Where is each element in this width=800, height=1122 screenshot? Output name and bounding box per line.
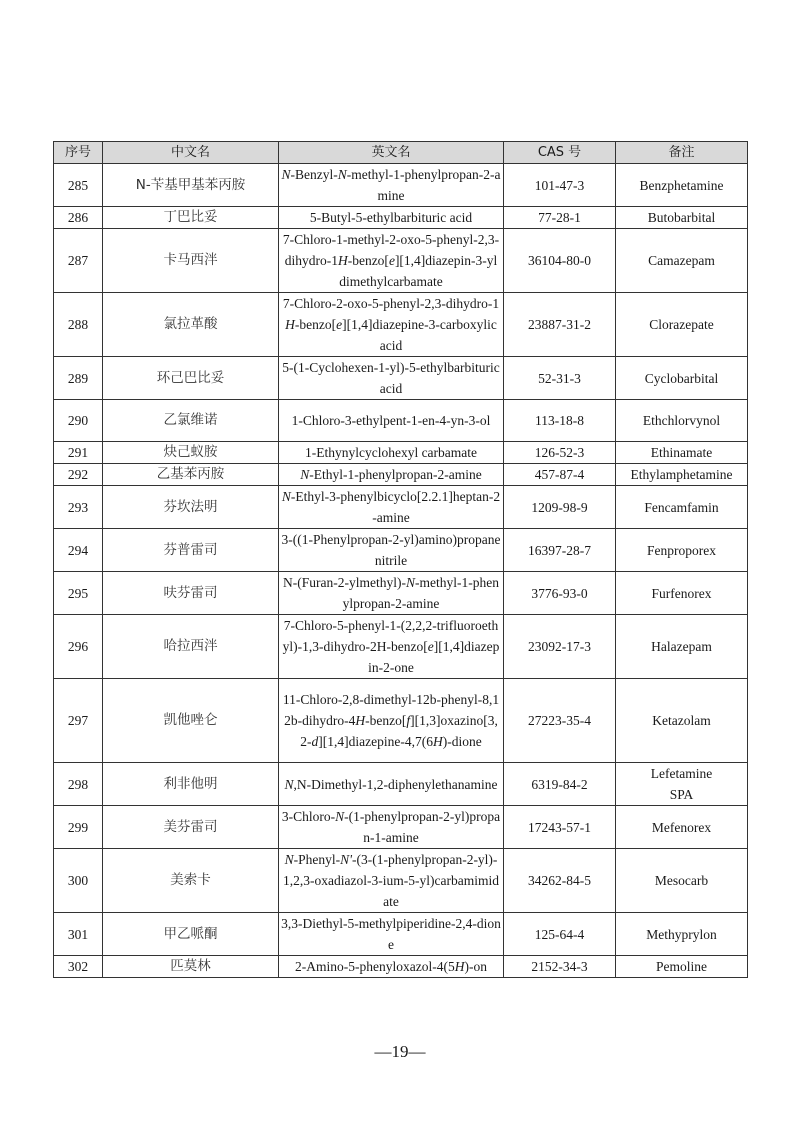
table-row xyxy=(54,357,748,400)
cell-cas: 52-31-3 xyxy=(504,357,616,400)
page-number: —19— xyxy=(374,1042,426,1061)
header-note: 备注 xyxy=(616,142,748,164)
cell-note: Methyprylon xyxy=(616,913,748,956)
cell-cas: 16397-28-7 xyxy=(504,529,616,572)
cell-english-name: 2-Amino-5-phenyloxazol-4(5H)-on xyxy=(279,956,504,978)
table-header-row xyxy=(54,142,748,164)
cell-no: 293 xyxy=(54,486,103,529)
table-row xyxy=(54,679,748,763)
cell-note: Mefenorex xyxy=(616,806,748,849)
cell-cas: 6319-84-2 xyxy=(504,763,616,806)
cell-cas: 27223-35-4 xyxy=(504,679,616,763)
cell-chinese-name: 呋芬雷司 xyxy=(103,572,279,615)
cell-chinese-name: 匹莫林 xyxy=(103,956,279,978)
cell-cas: 101-47-3 xyxy=(504,164,616,207)
cell-chinese-name: 乙氯维诺 xyxy=(103,400,279,442)
cell-note: Mesocarb xyxy=(616,849,748,913)
cell-english-name: 7-Chloro-2-oxo-5-phenyl-2,3-dihydro-1H-benzo[e][1,4]diazepine-3-carboxylic acid xyxy=(279,293,504,357)
cell-cas: 17243-57-1 xyxy=(504,806,616,849)
cell-chinese-name: 芬坎法明 xyxy=(103,486,279,529)
table-row xyxy=(54,529,748,572)
cell-chinese-name: 炔己蚁胺 xyxy=(103,442,279,464)
cell-no: 297 xyxy=(54,679,103,763)
cell-chinese-name: 利非他明 xyxy=(103,763,279,806)
cell-note: Cyclobarbital xyxy=(616,357,748,400)
cell-note: Pemoline xyxy=(616,956,748,978)
cell-english-name: 3-((1-Phenylpropan-2-yl)amino)propanenitrile xyxy=(279,529,504,572)
cell-note: Fencamfamin xyxy=(616,486,748,529)
table-row xyxy=(54,615,748,679)
cell-english-name: 1-Chloro-3-ethylpent-1-en-4-yn-3-ol xyxy=(279,400,504,442)
cell-english-name: 3-Chloro-N-(1-phenylpropan-2-yl)propan-1-amine xyxy=(279,806,504,849)
cell-note: Halazepam xyxy=(616,615,748,679)
cell-english-name: 5-(1-Cyclohexen-1-yl)-5-ethylbarbituric acid xyxy=(279,357,504,400)
cell-note: Camazepam xyxy=(616,229,748,293)
cell-note: Fenproporex xyxy=(616,529,748,572)
header-chinese-name: 中文名 xyxy=(103,142,279,164)
cell-note: Butobarbital xyxy=(616,207,748,229)
cell-english-name: 7-Chloro-5-phenyl-1-(2,2,2-trifluoroethyl)-1,3-dihydro-2H-benzo[e][1,4]diazepin-2-one xyxy=(279,615,504,679)
cell-no: 295 xyxy=(54,572,103,615)
cell-cas: 34262-84-5 xyxy=(504,849,616,913)
table-row xyxy=(54,164,748,207)
table-row xyxy=(54,806,748,849)
cell-no: 299 xyxy=(54,806,103,849)
cell-chinese-name: 卡马西泮 xyxy=(103,229,279,293)
cell-cas: 126-52-3 xyxy=(504,442,616,464)
cell-chinese-name: 环己巴比妥 xyxy=(103,357,279,400)
cell-english-name: N-Ethyl-3-phenylbicyclo[2.2.1]heptan-2-amine xyxy=(279,486,504,529)
cell-english-name: N-Benzyl-N-methyl-1-phenylpropan-2-amine xyxy=(279,164,504,207)
table-row xyxy=(54,207,748,229)
cell-note: Furfenorex xyxy=(616,572,748,615)
header-no: 序号 xyxy=(54,142,103,164)
cell-note: Lefetamine SPA xyxy=(616,763,748,806)
table-row xyxy=(54,849,748,913)
cell-chinese-name: 哈拉西泮 xyxy=(103,615,279,679)
cell-no: 288 xyxy=(54,293,103,357)
cell-no: 291 xyxy=(54,442,103,464)
cell-cas: 23092-17-3 xyxy=(504,615,616,679)
cell-no: 294 xyxy=(54,529,103,572)
cell-note: Ethchlorvynol xyxy=(616,400,748,442)
cell-chinese-name: N-苄基甲基苯丙胺 xyxy=(103,164,279,207)
cell-english-name: N,N-Dimethyl-1,2-diphenylethanamine xyxy=(279,763,504,806)
cell-note: Clorazepate xyxy=(616,293,748,357)
cell-english-name: N-Ethyl-1-phenylpropan-2-amine xyxy=(279,464,504,486)
cell-english-name: N-(Furan-2-ylmethyl)-N-methyl-1-phenylpropan-2-amine xyxy=(279,572,504,615)
cell-english-name: 1-Ethynylcyclohexyl carbamate xyxy=(279,442,504,464)
cell-english-name: 11-Chloro-2,8-dimethyl-12b-phenyl-8,12b-dihydro-4H-benzo[f][1,3]oxazino[3,2-d][1,4]diazepine-4,7(6H)-dione xyxy=(279,679,504,763)
cell-no: 301 xyxy=(54,913,103,956)
substance-table xyxy=(53,141,748,978)
cell-no: 285 xyxy=(54,164,103,207)
cell-note: Ketazolam xyxy=(616,679,748,763)
cell-cas: 36104-80-0 xyxy=(504,229,616,293)
table-row xyxy=(54,229,748,293)
cell-no: 296 xyxy=(54,615,103,679)
table-row xyxy=(54,913,748,956)
cell-no: 287 xyxy=(54,229,103,293)
cell-no: 286 xyxy=(54,207,103,229)
header-cas: CAS 号 xyxy=(504,142,616,164)
cell-chinese-name: 芬普雷司 xyxy=(103,529,279,572)
cell-chinese-name: 美芬雷司 xyxy=(103,806,279,849)
cell-chinese-name: 凯他唑仑 xyxy=(103,679,279,763)
cell-cas: 125-64-4 xyxy=(504,913,616,956)
cell-cas: 1209-98-9 xyxy=(504,486,616,529)
cell-chinese-name: 美索卡 xyxy=(103,849,279,913)
header-english-name: 英文名 xyxy=(279,142,504,164)
table-row xyxy=(54,442,748,464)
table-row xyxy=(54,400,748,442)
table-row xyxy=(54,572,748,615)
cell-chinese-name: 氯拉革酸 xyxy=(103,293,279,357)
cell-english-name: 7-Chloro-1-methyl-2-oxo-5-phenyl-2,3-dihydro-1H-benzo[e][1,4]diazepin-3-yl dimethylcarbamate xyxy=(279,229,504,293)
cell-english-name: 5-Butyl-5-ethylbarbituric acid xyxy=(279,207,504,229)
cell-cas: 23887-31-2 xyxy=(504,293,616,357)
cell-chinese-name: 甲乙哌酮 xyxy=(103,913,279,956)
cell-no: 300 xyxy=(54,849,103,913)
cell-chinese-name: 丁巴比妥 xyxy=(103,207,279,229)
cell-no: 298 xyxy=(54,763,103,806)
cell-chinese-name: 乙基苯丙胺 xyxy=(103,464,279,486)
cell-cas: 3776-93-0 xyxy=(504,572,616,615)
cell-no: 289 xyxy=(54,357,103,400)
table-row xyxy=(54,464,748,486)
cell-no: 290 xyxy=(54,400,103,442)
cell-cas: 113-18-8 xyxy=(504,400,616,442)
cell-cas: 2152-34-3 xyxy=(504,956,616,978)
cell-cas: 457-87-4 xyxy=(504,464,616,486)
cell-note: Benzphetamine xyxy=(616,164,748,207)
cell-no: 302 xyxy=(54,956,103,978)
cell-no: 292 xyxy=(54,464,103,486)
cell-cas: 77-28-1 xyxy=(504,207,616,229)
cell-english-name: 3,3-Diethyl-5-methylpiperidine-2,4-dione xyxy=(279,913,504,956)
table-row xyxy=(54,293,748,357)
table-row xyxy=(54,956,748,978)
table-row xyxy=(54,486,748,529)
cell-note: Ethinamate xyxy=(616,442,748,464)
table-row xyxy=(54,763,748,806)
cell-english-name: N-Phenyl-N'-(3-(1-phenylpropan-2-yl)-1,2,3-oxadiazol-3-ium-5-yl)carbamimidate xyxy=(279,849,504,913)
cell-note: Ethylamphetamine xyxy=(616,464,748,486)
table-body xyxy=(54,164,748,978)
